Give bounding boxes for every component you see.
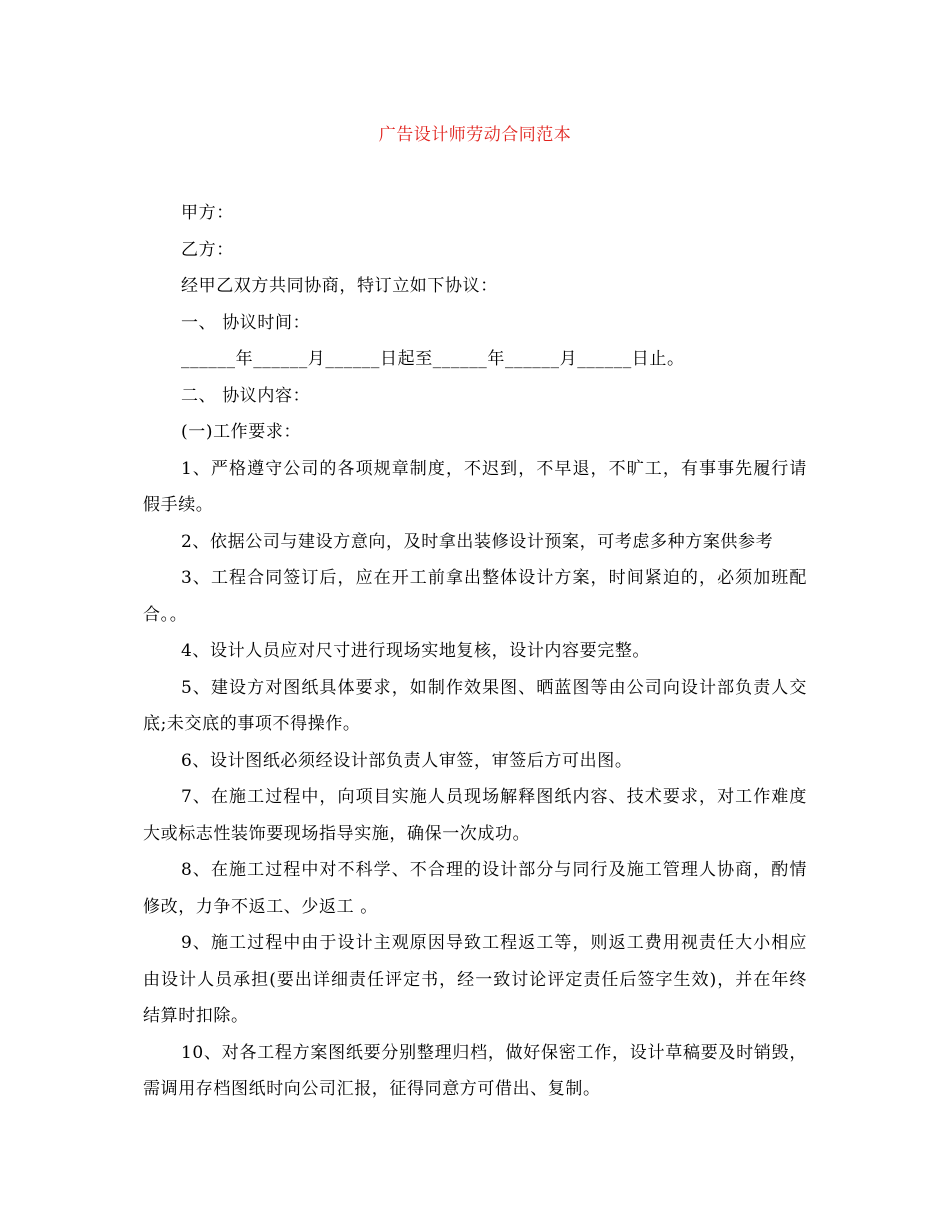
clause-7: 7、在施工过程中，向项目实施人员现场解释图纸内容、技术要求，对工作难度大或标志性装饰要现场指导实施，确保一次成功。 <box>143 787 807 844</box>
document-title: 广告设计师劳动合同范本 <box>378 125 572 145</box>
clause-10: 10、对各工程方案图纸要分别整理归档，做好保密工作，设计草稿要及时销毁，需调用存档图纸时向公司汇报，征得同意方可借出、复制。 <box>143 1042 807 1099</box>
document-body <box>143 195 807 1108</box>
clause-8: 8、在施工过程中对不科学、不合理的设计部分与同行及施工管理人协商，酌情修改，力争不返工、少返工 。 <box>143 860 807 917</box>
clause-1: 1、严格遵守公司的各项规章制度，不迟到，不早退，不旷工，有事事先履行请假手续。 <box>143 458 807 515</box>
section-heading-term: 一、 协议时间： <box>181 312 311 333</box>
term-date-line: ______年______月______日起至______年______月______日止。 <box>181 349 685 369</box>
clause-6: 6、设计图纸必须经设计部负责人审签，审签后方可出图。 <box>181 750 633 771</box>
clause-5: 5、建设方对图纸具体要求，如制作效果图、晒蓝图等由公司向设计部负责人交底;未交底的事项不得操作。 <box>143 677 807 734</box>
party-a-line: 甲方： <box>181 203 234 223</box>
intro-paragraph: 经甲乙双方共同协商，特订立如下协议： <box>181 276 498 296</box>
party-b-line: 乙方： <box>181 239 234 260</box>
clause-9: 9、施工过程中由于设计主观原因导致工程返工等，则返工费用视责任大小相应由设计人员承担(要出详细责任评定书，经一致讨论评定责任后签字生效)，并在年终结算时扣除。 <box>143 933 807 1026</box>
clause-4: 4、设计人员应对尺寸进行现场实地复核，设计内容要完整。 <box>181 641 651 661</box>
section-heading-content: 二、 协议内容： <box>181 385 311 406</box>
subsection-heading-requirements: (一)工作要求： <box>181 422 302 442</box>
clause-2: 2、依据公司与建设方意向，及时拿出装修设计预案，可考虑多种方案供参考 <box>181 531 774 552</box>
clause-3: 3、工程合同签订后，应在开工前拿出整体设计方案，时间紧迫的，必须加班配合。。 <box>143 568 807 625</box>
